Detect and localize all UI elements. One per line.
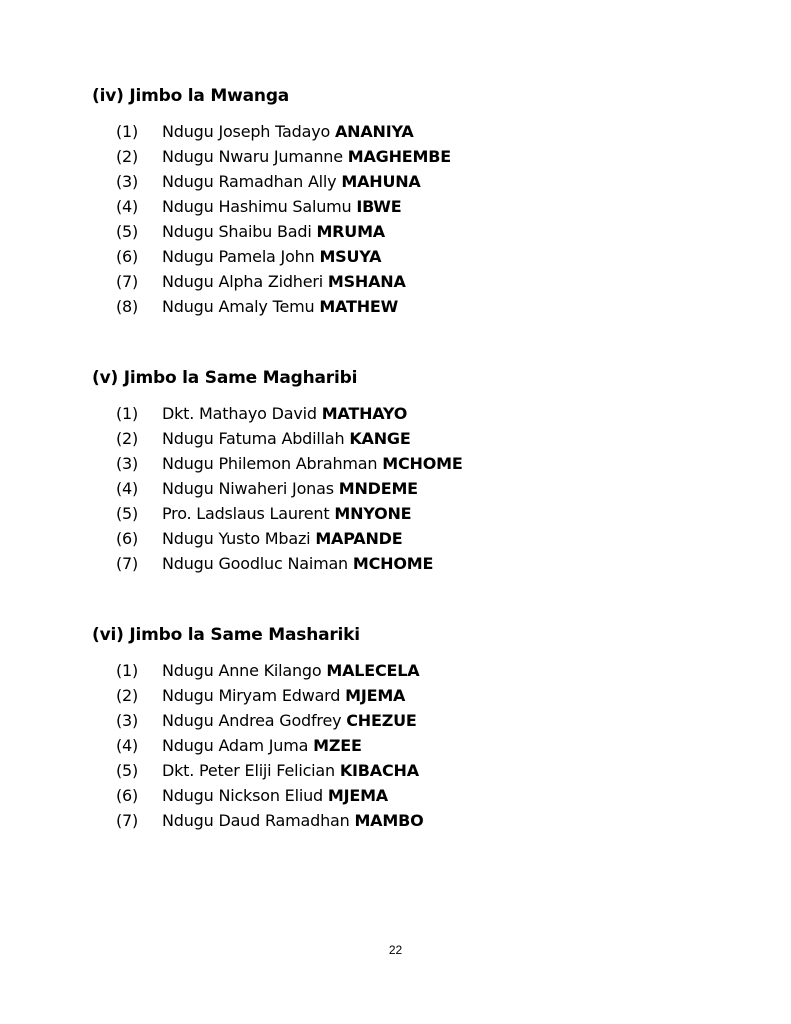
entry-surname: MATHEW [319, 297, 399, 316]
entry-surname: MCHOME [382, 454, 463, 473]
entry-name-wrapper [162, 194, 401, 219]
entry-given-names: Ndugu Andrea Godfrey [162, 711, 342, 730]
list-item [92, 808, 742, 833]
section-jimbo-mwanga [92, 85, 742, 319]
entry-name-wrapper [162, 808, 423, 833]
entry-surname: MJEMA [345, 686, 406, 705]
entry-given-names: Dkt. Mathayo David [162, 404, 317, 423]
section-heading: (iv) Jimbo la Mwanga [92, 86, 290, 106]
list-item [92, 194, 742, 219]
entry-list [92, 401, 742, 576]
entry-given-names: Ndugu Amaly Temu [162, 297, 315, 316]
entry-given-names: Ndugu Ramadhan Ally [162, 172, 337, 191]
entry-number: (1) [116, 122, 139, 141]
entry-name-wrapper [162, 683, 405, 708]
entry-given-names: Ndugu Nickson Eliud [162, 786, 323, 805]
entry-given-names: Pro. Ladslaus Laurent [162, 504, 330, 523]
list-item [92, 708, 742, 733]
entry-name-wrapper [162, 244, 381, 269]
entry-surname: MAGHEMBE [347, 147, 451, 166]
entry-name-wrapper [162, 783, 388, 808]
entry-surname: MATHAYO [321, 404, 408, 423]
list-item [92, 758, 742, 783]
entry-surname: MSUYA [319, 247, 382, 266]
list-item [92, 401, 742, 426]
entry-name-wrapper [162, 426, 411, 451]
entry-name-wrapper [162, 169, 421, 194]
entry-surname: MJEMA [327, 786, 388, 805]
entry-surname: ANANIYA [334, 122, 414, 141]
entry-given-names: Ndugu Hashimu Salumu [162, 197, 352, 216]
entry-number: (4) [116, 479, 139, 498]
list-item [92, 244, 742, 269]
entry-number: (6) [116, 529, 139, 548]
entry-list [92, 658, 742, 833]
list-item [92, 119, 742, 144]
entry-given-names: Ndugu Alpha Zidheri [162, 272, 323, 291]
list-item [92, 269, 742, 294]
entry-list [92, 119, 742, 319]
entry-given-names: Ndugu Joseph Tadayo [162, 122, 331, 141]
entry-given-names: Ndugu Pamela John [162, 247, 315, 266]
entry-given-names: Ndugu Niwaheri Jonas [162, 479, 334, 498]
entry-given-names: Ndugu Miryam Edward [162, 686, 341, 705]
entry-number: (5) [116, 504, 139, 523]
list-item [92, 426, 742, 451]
entry-name-wrapper [162, 758, 419, 783]
entry-given-names: Ndugu Philemon Abrahman [162, 454, 378, 473]
entry-given-names: Ndugu Goodluc Naiman [162, 554, 349, 573]
entry-name-wrapper [162, 708, 417, 733]
entry-name-wrapper [162, 269, 406, 294]
section-heading: (v) Jimbo la Same Magharibi [92, 368, 358, 388]
list-item [92, 169, 742, 194]
entry-number: (7) [116, 811, 139, 830]
entry-surname: KANGE [349, 429, 411, 448]
list-item [92, 733, 742, 758]
list-item [92, 501, 742, 526]
entry-number: (6) [116, 247, 139, 266]
list-item [92, 219, 742, 244]
entry-surname: MRUMA [316, 222, 385, 241]
entry-name-wrapper [162, 219, 385, 244]
entry-number: (5) [116, 761, 139, 780]
entry-number: (5) [116, 222, 139, 241]
section-heading: (vi) Jimbo la Same Mashariki [92, 625, 360, 645]
entry-given-names: Ndugu Daud Ramadhan [162, 811, 350, 830]
list-item [92, 451, 742, 476]
list-item [92, 683, 742, 708]
entry-surname: MNDEME [338, 479, 418, 498]
entry-surname: MAPANDE [315, 529, 403, 548]
entry-number: (2) [116, 429, 139, 448]
section-jimbo-same-mashariki [92, 624, 742, 833]
entry-name-wrapper [162, 551, 433, 576]
entry-number: (4) [116, 197, 139, 216]
entry-number: (4) [116, 736, 139, 755]
entry-given-names: Ndugu Adam Juma [162, 736, 309, 755]
list-item [92, 294, 742, 319]
entry-number: (7) [116, 554, 139, 573]
entry-given-names: Ndugu Anne Kilango [162, 661, 322, 680]
entry-surname: MALECELA [326, 661, 420, 680]
page-number: 22 [388, 943, 403, 957]
entry-name-wrapper [162, 476, 418, 501]
section-jimbo-same-magharibi [92, 367, 742, 576]
entry-name-wrapper [162, 501, 411, 526]
list-item [92, 551, 742, 576]
list-item [92, 476, 742, 501]
entry-surname: MSHANA [327, 272, 406, 291]
entry-given-names: Dkt. Peter Eliji Felician [162, 761, 335, 780]
entry-name-wrapper [162, 733, 362, 758]
entry-number: (3) [116, 172, 139, 191]
entry-given-names: Ndugu Nwaru Jumanne [162, 147, 343, 166]
entry-surname: IBWE [356, 197, 402, 216]
entry-number: (1) [116, 661, 139, 680]
entry-number: (1) [116, 404, 139, 423]
entry-surname: MAMBO [354, 811, 424, 830]
list-item [92, 526, 742, 551]
entry-given-names: Ndugu Yusto Mbazi [162, 529, 311, 548]
entry-number: (3) [116, 711, 139, 730]
entry-surname: MZEE [313, 736, 362, 755]
entry-name-wrapper [162, 658, 419, 683]
entry-name-wrapper [162, 294, 398, 319]
entry-surname: CHEZUE [346, 711, 417, 730]
entry-number: (2) [116, 686, 139, 705]
list-item [92, 144, 742, 169]
entry-given-names: Ndugu Fatuma Abdillah [162, 429, 345, 448]
entry-number: (8) [116, 297, 139, 316]
entry-number: (3) [116, 454, 139, 473]
entry-number: (6) [116, 786, 139, 805]
list-item [92, 783, 742, 808]
entry-name-wrapper [162, 144, 451, 169]
entry-given-names: Ndugu Shaibu Badi [162, 222, 312, 241]
entry-name-wrapper [162, 451, 463, 476]
entry-number: (7) [116, 272, 139, 291]
entry-name-wrapper [162, 526, 402, 551]
entry-surname: MCHOME [352, 554, 434, 573]
entry-name-wrapper [162, 119, 414, 144]
entry-name-wrapper [162, 401, 407, 426]
entry-surname: KIBACHA [339, 761, 419, 780]
entry-surname: MNYONE [334, 504, 412, 523]
entry-number: (2) [116, 147, 139, 166]
list-item [92, 658, 742, 683]
entry-surname: MAHUNA [341, 172, 421, 191]
